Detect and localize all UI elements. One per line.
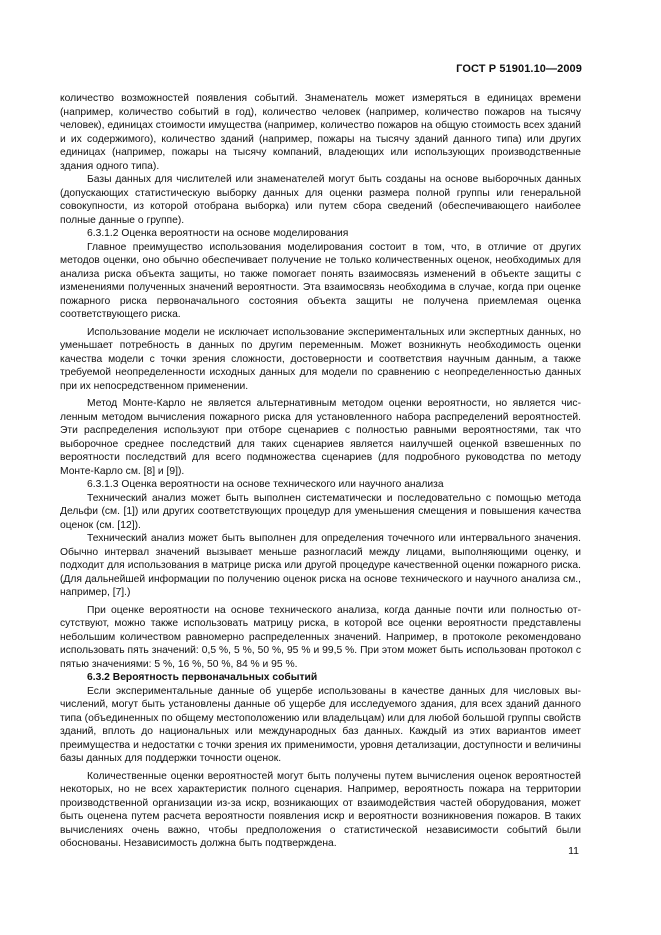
paragraph-risk-matrix: При оценке вероятности на основе технического анализа, когда данные почти или полностью отсутствуют, можно также использовать матрицу риска, в которой все оценки вероятности представлены небольшим количеством равномерно распределенных значений. Например, в протоколе рекомендовано использовать пять значений: 0,5 %, 5 %, 50 %, 95 % и 99,5 %. При этом может быть использован протокол с пятью значениями: 5 %, 16 %, 50 %, 84 % и 95 %.: [60, 604, 581, 670]
paragraph-quantitative-estimates: Количественные оценки вероятностей могут быть получены путем вычисления оценок вероятностей некоторых, но не всех характеристик полного сценария. Например, вероятность пожара на территории производственной организации из-за искр, возникающих от взаимодействия частей оборудования, может быть оценена путем расчета вероятности появления искр и вероятности возникновения пожаров. В таких вычислениях очень важно, чтобы предположения о статистической независимости событий были обоснованы. Независимость должна быть подтверждена.: [60, 770, 581, 849]
subsection-heading-6-3-1-3: 6.3.1.3 Оценка вероятности на основе технического или научного анализа: [87, 479, 444, 490]
page-number: 11: [568, 845, 579, 857]
section-heading-6-3-2: 6.3.2 Вероятность первоначальных событий: [87, 672, 318, 683]
paragraph-damage-data: Если экспериментальные данные об ущербе использованы в качестве данных для числовых вычислений, могут быть установлены данные об ущербе для исследуемого здания, для всех зданий данного типа (объединенных по общему местоположению или владельцам) или для любой большой группы свойств зданий, вплоть до национальных или международных баз данных. Каждый из этих вариантов имеет преимущества и недостатки с точки зрения их применимости, уровня детализации, доступности и величины базы данных для поддержки точности оценок.: [60, 685, 581, 764]
paragraph-modeling-advantage: Главное преимущество использования моделирования состоит в том, что, в отличие от других методов оценки, оно обычно обеспечивает получение не только количественных оценок, необходимых для анализа риска объекта защиты, но также помогает понять взаимосвязь изменений в объекте защиты с изменениями полученных значений вероятности. Эта взаимосвязь необходима в случае, когда при оценке пожарного риска первоначального состояния объекта защиты не получена приемлемая оценка соответствующего риска.: [60, 241, 581, 320]
paragraph-databases: Базы данных для числителей или знаменателей могут быть созданы на основе выборочных данных (допускающих статистическую выборку данных для оценки размера полной группы или генеральной совокупности, из которой отобрана выборка) или путем сбора сведений (обеспечивающего наиболее полные данные о группе).: [60, 174, 581, 226]
document-code-header: ГОСТ Р 51901.10—2009: [456, 63, 582, 75]
paragraph-monte-carlo: Метод Монте-Карло не является альтернативным методом оценки вероятности, но является численным методом вычисления пожарного риска для установленного набора распределений вероятностей. Эти распределения используют при отборе сценариев с полностью равными вероятностями, так что выборочное среднее последствий для таких сценариев является наилучшей оценкой взвешенных по вероятности последствий для всего подмножества сценариев (для подробного руководства по методу Монте-Карло см. [8] и [9]).: [60, 398, 581, 477]
paragraph-interval-values: Технический анализ может быть выполнен для определения точечного или интервального значения. Обычно интервал значений вызывает меньше разногласий между лицами, выполняющими оценку, и подходит для использования в матрице риска или другой процедуре качественной оценки пожарного риска. (Для дальнейшей информации по получению оценок риска на основе технического и научного анализа см., например, [7].): [60, 533, 581, 598]
paragraph-delphi: Технический анализ может быть выполнен систематически и последовательно с помощью метода Дельфи (см. [1]) или других соответствующих процедур для уменьшения смещения и повышения качества оценок (см. [12]).: [60, 492, 581, 531]
document-body: [60, 92, 581, 851]
subsection-heading-6-3-1-2: 6.3.1.2 Оценка вероятности на основе моделирования: [87, 228, 349, 239]
paragraph-model-use: Использование модели не исключает использование экспериментальных или экспертных данных, но уменьшает потребность в данных по другим переменным. Может возникнуть необходимость оценки качества модели с точки зрения сложности, достоверности и соответствия научным данным, а также требуемой неопределенности исходных данных для модели по сравнению с неопределенностью данных при их непосредственном применении.: [60, 326, 581, 392]
paragraph-continuation: количество возможностей появления событий. Знаменатель может измеряться в единицах времени (например, количество событий в год), количество человек (например, количество пожаров на тысячу человек), единицах стоимости имущества (например, количество пожаров на общую стоимость всех зданий и их содержимого), количество зданий (например, пожары на тысячу зданий данного типа) или других единицах (например, пожары на тысячу компаний, владеющих или использующих производственные здания одного типа).: [60, 93, 581, 172]
